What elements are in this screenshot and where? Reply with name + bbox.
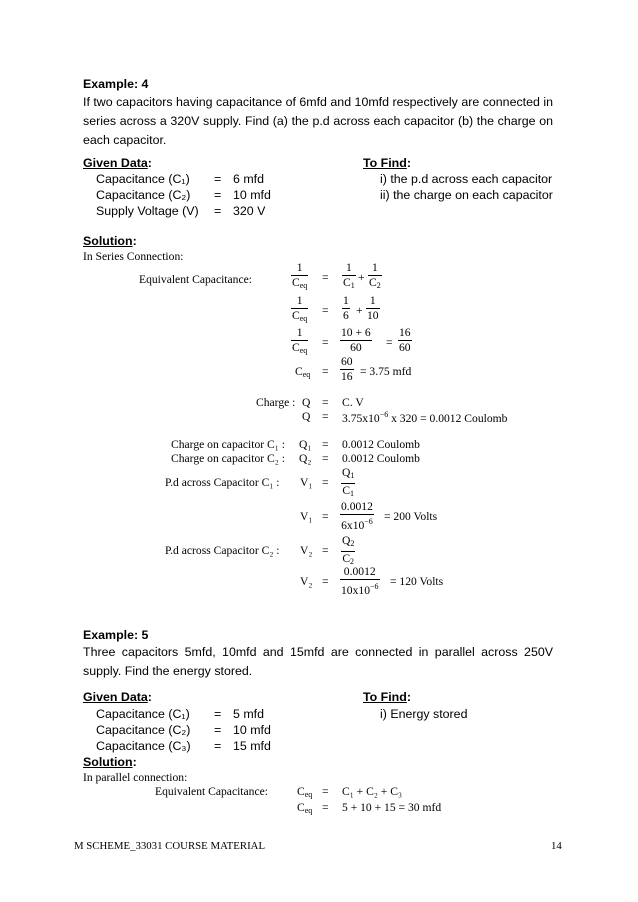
- fraction-q2-over-c2: $\frac{Q_2}{C_2}$: [341, 534, 355, 569]
- fraction-16-over-60: $\frac{16}{60}$: [399, 326, 411, 354]
- equals-sign: =: [322, 785, 329, 798]
- example4-given-value-3: 320 V: [233, 204, 266, 218]
- equals-sign: =: [322, 365, 329, 378]
- example5-given-label-1: Capacitance (C₁): [96, 707, 190, 721]
- example5-given-value-1: 5 mfd: [233, 707, 264, 721]
- equals-sign: =: [322, 452, 329, 465]
- example4-given-eq-1: =: [214, 172, 222, 186]
- v2-symbol: V₂: [300, 575, 313, 588]
- plus-sign: +: [356, 304, 363, 317]
- equals-sign: =: [322, 336, 329, 349]
- ceq-symbol: $C_{eq}$: [297, 801, 313, 815]
- equals-sign: =: [386, 336, 393, 349]
- equals-sign: =: [322, 575, 329, 588]
- example5-connection: In parallel connection:: [83, 771, 188, 784]
- example5-given-eq-2: =: [214, 723, 222, 737]
- example5-find-1: i) Energy stored: [380, 707, 468, 721]
- pd-c1-label: P.d across Capacitor C₁ :: [165, 476, 280, 489]
- example4-given-label-1: Capacitance (C₁): [96, 172, 190, 186]
- fraction-1-over-c2: $\frac{1}{C_2}$: [368, 261, 382, 293]
- fraction-1-over-c1: $\frac{1}{C_1}$: [342, 261, 356, 293]
- example5-find-heading: To Find:: [363, 690, 411, 704]
- example4-connection: In Series Connection:: [83, 250, 184, 263]
- example4-find-1: i) the p.d across each capacitor: [380, 172, 553, 186]
- example4-given-label-2: Capacitance (C₂): [96, 188, 191, 202]
- equals-sign: =: [322, 544, 329, 557]
- q2-symbol: Q₂: [299, 452, 312, 465]
- equals-sign: =: [322, 271, 329, 284]
- q-symbol: Q: [302, 410, 311, 423]
- example4-given-value-2: 10 mfd: [233, 188, 271, 202]
- fraction-q1-over-c1: $\frac{Q_1}{C_1}$: [341, 466, 355, 501]
- example4-heading: Example: 4: [83, 77, 149, 91]
- fraction-1-over-ceq: 1 $C_{eq}$: [291, 326, 308, 358]
- v1-symbol: V₁: [300, 476, 313, 489]
- example5-given-label-3: Capacitance (C₃): [96, 739, 191, 753]
- charge-c2-label: Charge on capacitor C₂ :: [171, 452, 285, 465]
- example5-line-2: 5 + 10 + 15 = 30 mfd: [342, 801, 442, 814]
- example5-given-eq-1: =: [214, 707, 222, 721]
- equals-sign: =: [322, 438, 329, 451]
- charge-formula: C. V: [342, 396, 364, 409]
- example5-equiv-label: Equivalent Capacitance:: [155, 785, 268, 798]
- q1-value: 0.0012 Coulomb: [342, 438, 420, 451]
- q1-symbol: Q₁: [299, 438, 312, 451]
- example5-given-value-2: 10 mfd: [233, 723, 271, 737]
- charge-label: Charge :: [256, 396, 296, 409]
- example5-problem: Three capacitors 5mfd, 10mfd and 15mfd are connected in parallel across 250V supply. Find the energy stored.: [83, 645, 553, 678]
- fraction-1-over-ceq: 1 $C_{eq}$: [291, 294, 308, 326]
- example4-equiv-label: Equivalent Capacitance:: [139, 273, 252, 286]
- fraction-sum-over-60: $\frac{10 + 6}{60}$: [341, 326, 371, 354]
- example4-find-heading: To Find:: [363, 156, 411, 170]
- q-symbol: Q: [302, 396, 311, 409]
- page-number: 14: [551, 840, 562, 852]
- example5-given-heading: Given Data:: [83, 690, 152, 704]
- example4-given-eq-3: =: [214, 204, 222, 218]
- v1-symbol: V₁: [300, 510, 313, 523]
- example5-solution-heading: Solution:: [83, 755, 137, 769]
- equals-sign: =: [322, 304, 329, 317]
- fraction-60-over-16: $\frac{60}{16}$: [341, 355, 353, 383]
- equals-sign: =: [322, 510, 329, 523]
- example4-given-label-3: Supply Voltage (V): [96, 204, 199, 218]
- example4-solution-heading: Solution:: [83, 234, 137, 248]
- fraction-1-over-ceq: 1 $C_{eq}$: [291, 261, 308, 293]
- pd-c2-label: P.d across Capacitor C₂ :: [165, 544, 280, 557]
- ceq-symbol: $C_{eq}$: [295, 365, 311, 379]
- example5-given-eq-3: =: [214, 739, 222, 753]
- example4-problem: If two capacitors having capacitance of 6mfd and 10mfd respectively are connected in series across a 320V supply. Find (a) the p.d across each capacitor (b) the charge on each capacitor.: [83, 95, 553, 147]
- fraction-0012-over-10e-6: $\frac{0.0012}{10x10^{-6}}$: [341, 565, 379, 597]
- footer-course: M SCHEME_33031 COURSE MATERIAL: [74, 840, 266, 852]
- example4-given-eq-2: =: [214, 188, 222, 202]
- example5-given-label-2: Capacitance (C₂): [96, 723, 191, 737]
- v1-result: = 200 Volts: [384, 510, 438, 523]
- charge-c1-label: Charge on capacitor C₁ :: [171, 438, 285, 451]
- example5-given-value-3: 15 mfd: [233, 739, 271, 753]
- charge-calculation: $3.75x10^{-6}$ x 320 = 0.0012 Coulomb: [342, 410, 508, 425]
- equals-sign: =: [322, 476, 329, 489]
- fraction-1-over-10: $\frac{1}{10}$: [367, 294, 379, 322]
- example5-heading: Example: 5: [83, 628, 149, 642]
- example4-find-2: ii) the charge on each capacitor: [380, 188, 553, 202]
- fraction-0012-over-6e-6: $\frac{0.0012}{6x10^{-6}}$: [341, 500, 373, 532]
- plus-sign: +: [358, 271, 365, 284]
- ceq-symbol: $C_{eq}$: [297, 785, 313, 799]
- v2-result: = 120 Volts: [390, 575, 444, 588]
- example4-given-heading: Given Data:: [83, 156, 152, 170]
- example5-line-1: C₁ + C₂ + C₃: [342, 785, 402, 798]
- q2-value: 0.0012 Coulomb: [342, 452, 420, 465]
- v2-symbol: V₂: [300, 544, 313, 557]
- equals-sign: =: [322, 410, 329, 423]
- example4-given-value-1: 6 mfd: [233, 172, 264, 186]
- equals-sign: =: [322, 801, 329, 814]
- ceq-result: = 3.75 mfd: [360, 365, 412, 378]
- equals-sign: =: [322, 396, 329, 409]
- fraction-1-over-6: $\frac{1}{6}$: [343, 294, 349, 322]
